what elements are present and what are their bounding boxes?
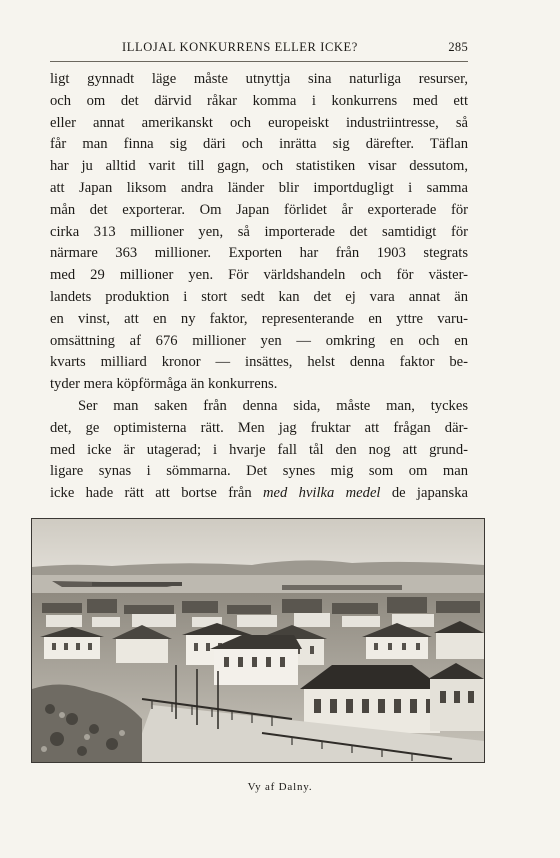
- figure-caption: Vy af Dalny.: [247, 781, 313, 793]
- text-line: ligt gynnadt läge måste utnyttja sina naturliga resurser,: [50, 71, 468, 87]
- text-line-with-italic: [50, 483, 468, 505]
- text-line: det, ge optimisterna rätt. Men jag fruktar att frågan där-: [50, 419, 468, 436]
- text-line: med icke är utagerad; i hvarje fall tål den nog att grund-: [50, 441, 468, 458]
- header-rule: [50, 61, 468, 62]
- text-line: närmare 363 millioner. Exporten har från 1903 stegrats: [50, 245, 468, 262]
- photo-dalny-view: [31, 518, 485, 763]
- text-line: eller annat amerikanskt och europeiskt industriintresse, så: [50, 114, 468, 131]
- paragraph-end-line: tyder mera köpförmåga än konkurrens.: [50, 376, 278, 393]
- body-text: [50, 69, 468, 505]
- text-line: har ju alltid varit till gagn, och statistiken visar dessutom,: [50, 158, 468, 175]
- text-line: kvarts milliard kronor — insättes, helst denna faktor be-: [50, 354, 468, 371]
- text-line: landets produktion i stort sedt kan det ej vara annat än: [50, 288, 468, 305]
- text-span: de japanska: [380, 485, 468, 502]
- running-title: ILLOJAL KONKURRENS ELLER ICKE?: [122, 40, 358, 54]
- paragraph-start-line: Ser man saken från denna sida, måste man, tyckes: [78, 397, 468, 414]
- text-line: en vinst, att en ny faktor, representerande en yttre varu-: [50, 310, 468, 327]
- text-line: och om det därvid råkar komma i konkurrens med ett: [50, 92, 468, 109]
- text-line: att Japan liksom andra länder blir importdugligt i samma: [50, 179, 468, 196]
- text-line: med 29 millioner yen. För världshandeln och för väster-: [50, 267, 468, 284]
- running-head: [50, 38, 470, 58]
- text-line: ligare synas i sömmarna. Det synes mig som om man: [50, 463, 468, 480]
- page-number: 285: [448, 40, 468, 54]
- town-view-illustration: [32, 519, 484, 762]
- text-line: får man finna sig däri och inrätta sig därefter. Täflan: [50, 136, 468, 153]
- text-span: icke hade rätt att bortse från: [50, 485, 264, 502]
- text-line: omsättning af 676 millioner yen — omkring en och en: [50, 332, 468, 349]
- text-line: cirka 313 millioner yen, så importerade det samtidigt för: [50, 223, 468, 240]
- italic-phrase: med hvilka medel: [263, 485, 381, 502]
- text-line: mån det exporterar. Om Japan förlidet år exporterade för: [50, 201, 468, 218]
